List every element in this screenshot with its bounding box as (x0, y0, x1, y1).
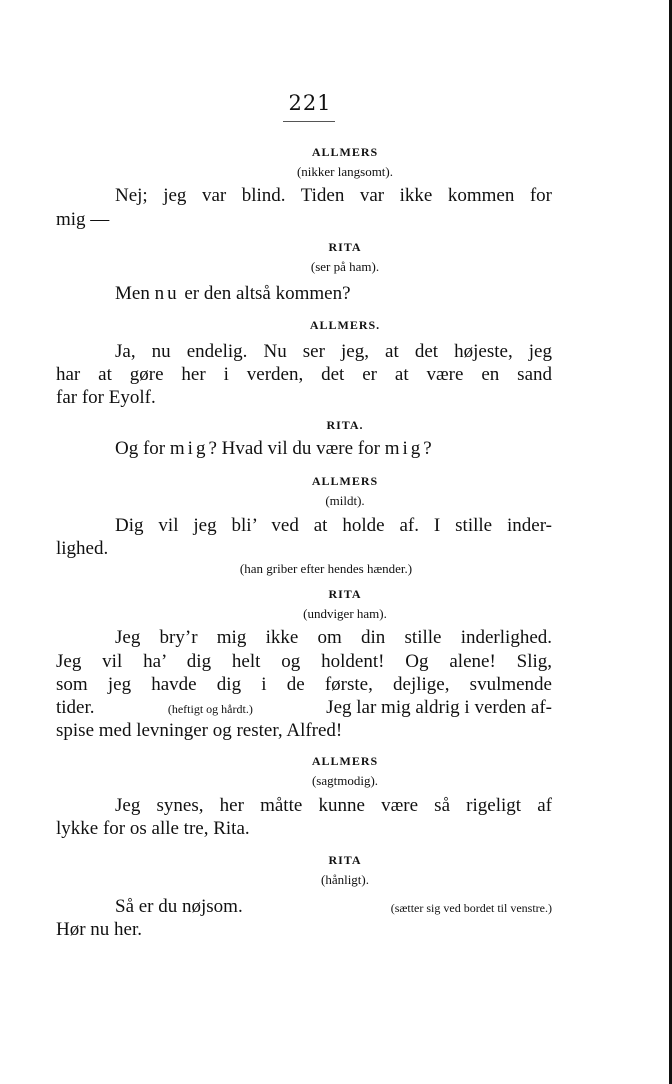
page-number: 221 (288, 91, 332, 115)
dialogue-line: Ja, nu endelig. Nu ser jeg, at det højeste, jeg (115, 341, 552, 362)
dialogue-line: har at gøre her i verden, det er at være en sand (56, 364, 552, 385)
dialogue-line: Men nu er den altså kommen? (115, 283, 351, 304)
emphasis: nu (154, 283, 180, 304)
speaker-name: RITA. (326, 418, 364, 432)
inline-stage-direction: (sætter sig ved bordet til venstre.) (390, 901, 552, 915)
stage-direction: (mildt). (325, 493, 365, 508)
dialogue-line: Hør nu her. (56, 919, 143, 940)
speaker-name: ALLMERS. (309, 318, 381, 332)
dialogue-line: mig — (56, 209, 110, 230)
dialogue-line: lighed. (56, 538, 109, 559)
dialogue-line: Dig vil jeg bli’ ved at holde af. I stille inder- (115, 515, 552, 536)
stage-direction: (sagtmodig). (311, 773, 379, 788)
stage-direction: (ser på ham). (310, 259, 380, 274)
dialogue-line: Så er du nøjsom. (sætter sig ved bordet til venstre.) (115, 895, 552, 920)
speaker-name: ALLMERS (311, 754, 379, 768)
dialogue-line: tider. (heftigt og hårdt.) Jeg lar mig aldrig i verden af- (56, 696, 552, 721)
stage-direction: (han griber efter hendes hænder.) (239, 561, 413, 576)
page-number-rule (283, 121, 335, 122)
speaker-name: RITA (328, 240, 362, 254)
dialogue-line: Jeg vil ha’ dig helt og holdent! Og alene! Slig, (56, 651, 552, 672)
dialogue-line: lykke for os alle tre, Rita. (56, 818, 250, 839)
dialogue-line: spise med levninger og rester, Alfred! (56, 720, 343, 741)
speaker-name: ALLMERS (311, 145, 379, 159)
dialogue-line: far for Eyolf. (56, 387, 156, 408)
emphasis: mig (384, 438, 424, 459)
inline-stage-direction: (heftigt og hårdt.) (167, 702, 253, 716)
emphasis: mig (169, 438, 209, 459)
dialogue-line: som jeg havde dig i de første, dejlige, svulmende (56, 674, 552, 695)
dialogue-line: Nej; jeg var blind. Tiden var ikke kommen for (115, 185, 552, 206)
speaker-name: RITA (328, 587, 362, 601)
stage-direction: (hånligt). (320, 872, 369, 887)
dialogue-line: Og for mig? Hvad vil du være for mig? (115, 438, 432, 459)
stage-direction: (undviger ham). (303, 606, 387, 621)
speaker-name: ALLMERS (311, 474, 379, 488)
stage-direction: (nikker langsomt). (296, 164, 394, 179)
dialogue-line: Jeg synes, her måtte kunne være så rigeligt af (115, 795, 552, 816)
dialogue-line: Jeg bry’r mig ikke om din stille inderlighed. (115, 627, 552, 648)
speaker-name: RITA (328, 853, 362, 867)
